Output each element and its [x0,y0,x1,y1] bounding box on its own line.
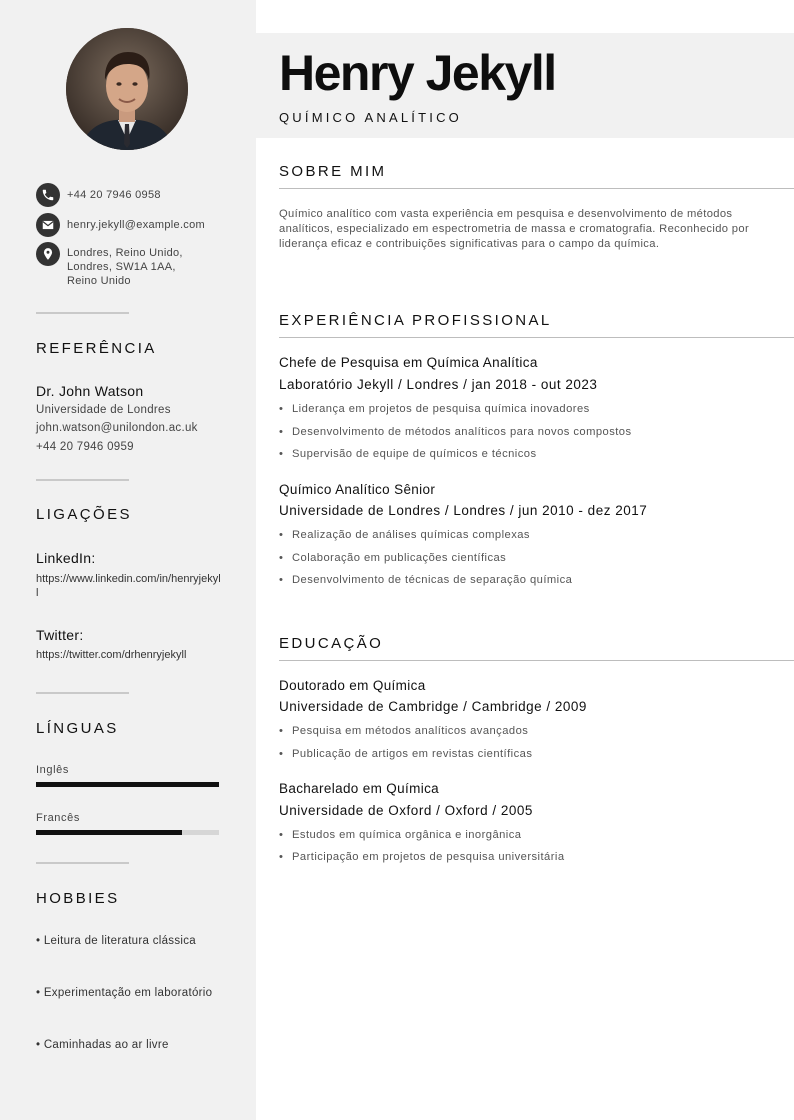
degree-title: Bacharelado em Química [279,781,440,796]
degree-bullet: • Pesquisa em métodos analíticos avançados [279,725,529,737]
degree-title: Doutorado em Química [279,678,426,693]
job-bullet-text: Realização de análises químicas complexas [292,529,530,541]
linkedin-link[interactable]: https://www.linkedin.com/in/henryjekyll [36,573,221,599]
reference-phone: +44 20 7946 0959 [36,441,134,453]
section-rule [279,337,794,338]
reference-name: Dr. John Watson [36,383,144,399]
hobby-item: • Caminhadas ao ar livre [36,1039,169,1051]
hobbies-heading: HOBBIES [36,890,120,907]
job-bullet: • Realização de análises químicas complexas [279,529,530,541]
person-name: Henry Jekyll [279,45,556,101]
job-bullet: • Desenvolvimento de técnicas de separação química [279,574,573,586]
language-level-fill [36,830,182,835]
degree-bullet: • Estudos em química orgânica e inorgânica [279,829,522,841]
twitter-link[interactable]: https://twitter.com/drhenryjekyll [36,649,187,661]
job-bullet: • Liderança em projetos de pesquisa química inovadores [279,403,590,415]
experience-heading: EXPERIÊNCIA PROFISSIONAL [279,312,552,329]
degree-bullet-text: Participação em projetos de pesquisa universitária [292,851,565,863]
job-title: Químico Analítico Sênior [279,482,436,497]
contact-address [36,242,183,288]
contact-email-text[interactable]: henry.jekyll@example.com [67,219,205,231]
degree-meta: Universidade de Cambridge / Cambridge / 2009 [279,699,587,714]
education-heading: EDUCAÇÃO [279,635,384,652]
language-level-bar [36,830,219,835]
job-bullet-text: Supervisão de equipe de químicos e técnicos [292,448,537,460]
job-meta: Laboratório Jekyll / Londres / jan 2018 - out 2023 [279,377,598,392]
degree-bullet: • Publicação de artigos em revistas científicas [279,748,533,760]
sidebar-divider [36,862,129,864]
job-bullet-text: Liderança em projetos de pesquisa química inovadores [292,403,590,415]
portrait-image [66,28,188,150]
address-line: Londres, Reino Unido, [67,247,183,259]
reference-heading: REFERÊNCIA [36,340,157,357]
linkedin-label: LinkedIn: [36,550,96,566]
degree-meta: Universidade de Oxford / Oxford / 2005 [279,803,533,818]
language-level-bar [36,782,219,787]
hobby-item: • Experimentação em laboratório [36,987,213,999]
section-rule [279,660,794,661]
languages-heading: LÍNGUAS [36,720,119,737]
reference-email[interactable]: john.watson@unilondon.ac.uk [36,422,198,434]
job-bullet-text: Colaboração em publicações científicas [292,552,507,564]
job-bullet: • Supervisão de equipe de químicos e técnicos [279,448,537,460]
contact-address-text [67,246,183,288]
contact-email [36,213,205,237]
sidebar-divider [36,312,129,314]
phone-icon [36,183,60,207]
links-heading: LIGAÇÕES [36,506,132,523]
mail-icon [36,213,60,237]
about-heading: SOBRE MIM [279,163,387,180]
job-title: Chefe de Pesquisa em Química Analítica [279,355,538,370]
avatar [66,28,188,150]
section-rule [279,188,794,189]
address-line: Reino Unido [67,275,131,287]
degree-bullet: • Participação em projetos de pesquisa universitária [279,851,565,863]
sidebar-divider [36,479,129,481]
hobby-item: • Leitura de literatura clássica [36,935,197,947]
language-level-fill [36,782,219,787]
contact-phone-text: +44 20 7946 0958 [67,189,161,201]
address-line: Londres, SW1A 1AA, [67,261,176,273]
degree-bullet-text: Estudos em química orgânica e inorgânica [292,829,522,841]
contact-phone [36,183,161,207]
location-pin-icon [36,242,60,266]
job-bullet: • Desenvolvimento de métodos analíticos para novos compostos [279,426,632,438]
person-role: QUÍMICO ANALÍTICO [279,110,462,125]
language-name: Inglês [36,764,69,776]
twitter-label: Twitter: [36,627,84,643]
job-bullet-text: Desenvolvimento de técnicas de separação química [292,574,573,586]
job-bullet: • Colaboração em publicações científicas [279,552,507,564]
sidebar-divider [36,692,129,694]
job-bullet-text: Desenvolvimento de métodos analíticos para novos compostos [292,426,632,438]
degree-bullet-text: Pesquisa em métodos analíticos avançados [292,725,529,737]
language-name: Francês [36,812,80,824]
about-text: Químico analítico com vasta experiência em pesquisa e desenvolvimento de métodos analíticos, especializado em espectrometria de massa e cromatografia. Reconhecido por liderança eficaz e contribuições significativas para o campo da química. [279,208,750,250]
reference-org: Universidade de Londres [36,404,171,416]
job-meta: Universidade de Londres / Londres / jun 2010 - dez 2017 [279,503,648,518]
degree-bullet-text: Publicação de artigos em revistas científicas [292,748,533,760]
